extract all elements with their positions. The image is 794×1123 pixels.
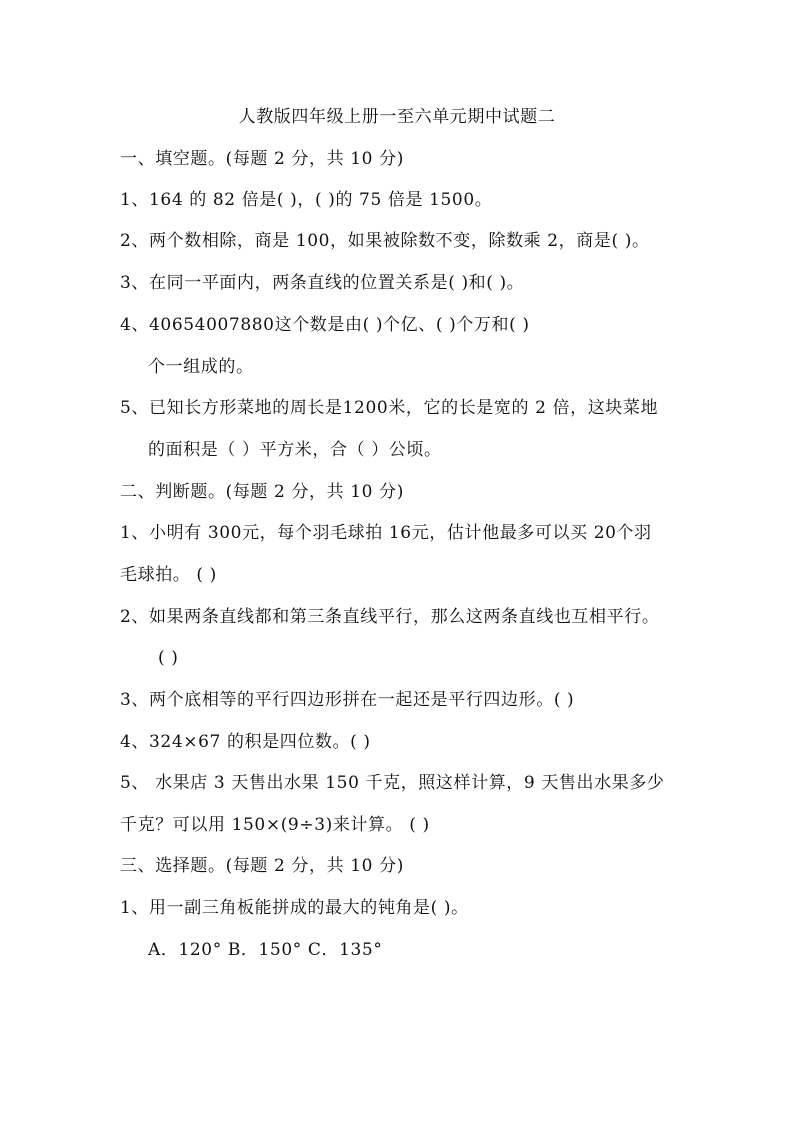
question-2-1-continued: 毛球拍。 ( ) bbox=[120, 565, 217, 585]
question-2-1: 1、小明有 300元，每个羽毛球拍 16元，估计他最多可以买 20个羽 bbox=[120, 523, 652, 543]
section-2-heading: 二、判断题。(每题 2 分，共 10 分) bbox=[120, 482, 404, 502]
section-3-heading: 三、选择题。(每题 2 分，共 10 分) bbox=[120, 856, 404, 876]
question-1-4: 4、40654007880这个数是由( )个亿、( )个万和( ) bbox=[120, 315, 530, 335]
question-2-4: 4、324×67 的积是四位数。( ) bbox=[120, 732, 371, 752]
question-1-5-continued: 的面积是（ ）平方米，合（ ）公顷。 bbox=[148, 440, 442, 460]
question-2-5-continued: 千克？可以用 150×(9÷3)来计算。 ( ) bbox=[120, 815, 430, 835]
section-1-heading: 一、填空题。(每题 2 分，共 10 分) bbox=[120, 149, 404, 169]
question-3-1-options: A．120° B．150° C．135° bbox=[148, 940, 383, 960]
question-2-2-continued: ( ) bbox=[158, 648, 179, 668]
question-1-5: 5、已知长方形菜地的周长是1200米，它的长是宽的 2 倍，这块菜地 bbox=[120, 398, 659, 418]
question-2-2: 2、如果两条直线都和第三条直线平行，那么这两条直线也互相平行。 bbox=[120, 607, 660, 627]
question-2-3: 3、两个底相等的平行四边形拼在一起还是平行四边形。( ) bbox=[120, 690, 575, 710]
question-3-1: 1、用一副三角板能拼成的最大的钝角是( )。 bbox=[120, 898, 469, 918]
question-1-2: 2、两个数相除，商是 100，如果被除数不变，除数乘 2，商是( )。 bbox=[120, 231, 650, 251]
page-title: 人教版四年级上册一至六单元期中试题二 bbox=[238, 107, 556, 127]
question-2-5: 5、 水果店 3 天售出水果 150 千克，照这样计算，9 天售出水果多少 bbox=[120, 773, 665, 793]
question-1-4-continued: 个一组成的。 bbox=[148, 357, 254, 377]
question-1-1: 1、164 的 82 倍是( )，( )的 75 倍是 1500。 bbox=[120, 190, 493, 210]
question-1-3: 3、在同一平面内，两条直线的位置关系是( )和( )。 bbox=[120, 273, 525, 293]
